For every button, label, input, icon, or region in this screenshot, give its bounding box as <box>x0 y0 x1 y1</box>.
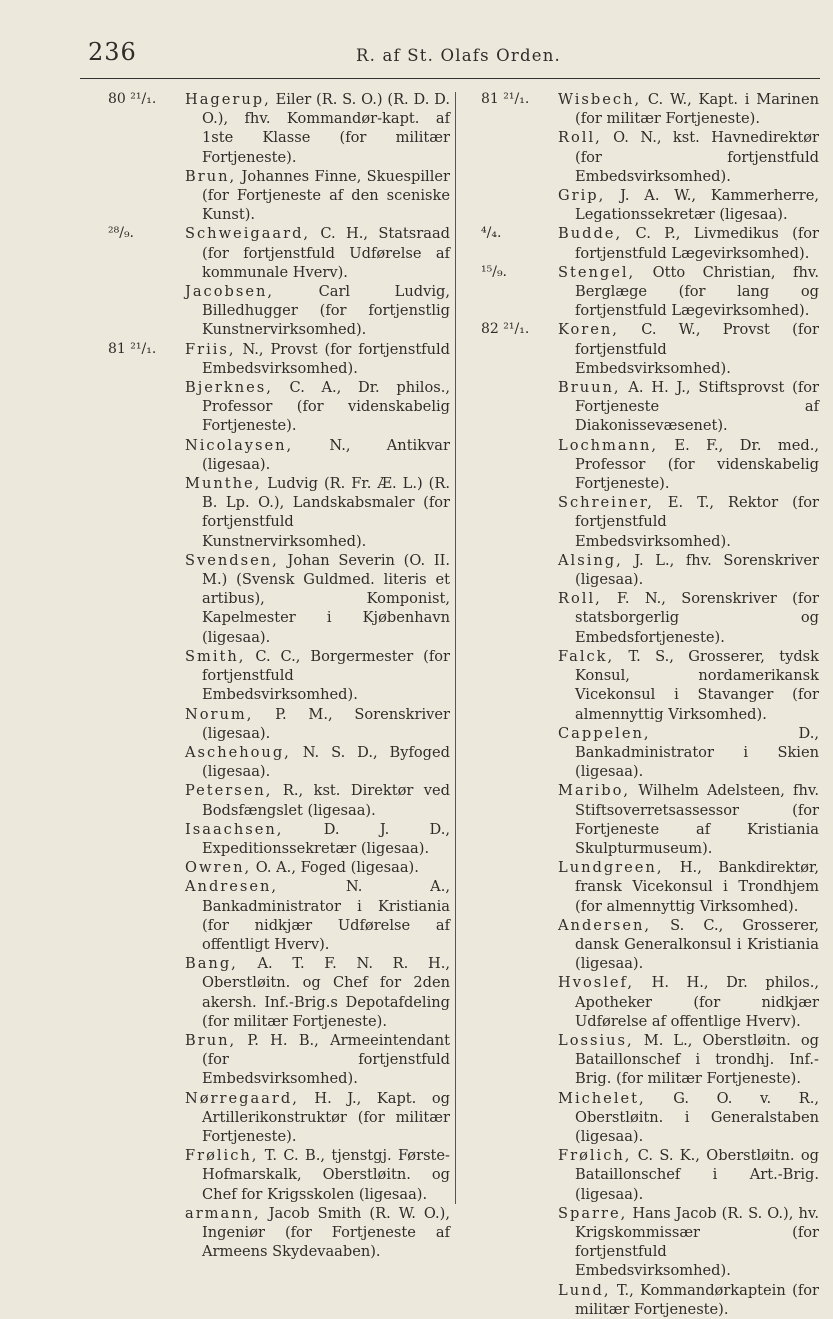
recipient-name: Lossius, <box>558 1031 634 1049</box>
page-number: 236 <box>88 38 137 66</box>
entry-text <box>185 877 450 954</box>
honor-entry <box>108 282 450 340</box>
recipient-details: C. W., Provst (for fortjenstfuld Embedsvirksomhed). <box>575 321 819 377</box>
honor-entry <box>481 1281 819 1319</box>
entry-text <box>185 647 450 705</box>
entry-date: ⁴/₄. <box>481 225 502 242</box>
honor-entry <box>481 493 819 551</box>
column-divider <box>455 92 456 1204</box>
recipient-name: Norum, <box>185 705 254 723</box>
recipient-name: Lochmann, <box>558 436 659 454</box>
honor-entry <box>481 378 819 436</box>
entry-text <box>185 474 450 551</box>
honor-entry <box>108 1089 450 1147</box>
entry-text <box>558 781 819 858</box>
recipient-name: Owren, <box>185 859 252 877</box>
entry-text <box>558 378 819 436</box>
recipient-details: H., Bankdirektør, fransk Vicekonsul i Trondhjem (for almennyttig Virksomhed). <box>575 859 819 915</box>
honor-entry <box>481 1089 819 1147</box>
recipient-name: Jacobsen, <box>185 283 275 301</box>
entry-text <box>558 1146 819 1204</box>
recipient-name: Koren, <box>558 321 619 339</box>
recipient-name: Falck, <box>558 647 615 665</box>
recipient-details: P. M., Sorenskriver (ligesaa). <box>202 705 450 742</box>
recipient-details: Hans Jacob (R. S. O.), hv. Krigskommissær (for fortjenstfuld Embedsvirksomhed). <box>575 1204 819 1280</box>
honor-entry <box>108 954 450 1031</box>
entry-text <box>558 186 819 224</box>
recipient-details: S. C., Grosserer, dansk Generalkonsul i Kristiania (ligesaa). <box>575 916 819 973</box>
entry-text <box>185 224 450 282</box>
entry-text <box>185 1146 450 1204</box>
recipient-details: A. T. F. N. R. H., Oberstløitn. og Chef for 2den akersh. Inf.-Brig.s Depotafdeling (for militær Fortjeneste). <box>202 955 450 1030</box>
recipient-details: N., Provst (for fortjenstfuld Embedsvirksomhed). <box>202 340 450 377</box>
honor-entry <box>108 1204 450 1262</box>
honor-entry <box>108 820 450 858</box>
entry-text <box>558 1281 819 1319</box>
running-title: R. af St. Olafs Orden. <box>356 46 561 65</box>
recipient-details: D. J. D., Expeditionssekretær (ligesaa). <box>202 820 450 857</box>
honor-entry <box>108 224 450 282</box>
honor-entry <box>481 647 819 724</box>
recipient-details: T., Kommandørkaptein (for militær Fortjeneste). <box>575 1281 819 1318</box>
recipient-name: Nørregaard, <box>185 1089 299 1107</box>
recipient-details: C. A., Dr. philos., Professor (for videnskabelig Fortjeneste). <box>202 379 450 435</box>
recipient-details: C. C., Borgermester (for fortjenstfuld Embedsvirksomhed). <box>202 647 450 704</box>
recipient-name: Munthe, <box>185 475 262 493</box>
recipient-details: O. N., kst. Havnedirektør (for fortjenstfuld Embedsvirksomhed). <box>575 129 819 185</box>
recipient-name: Andresen, <box>185 878 279 896</box>
entry-text <box>558 1031 819 1089</box>
honor-entry <box>108 1146 450 1204</box>
recipient-details: Eiler (R. S. O.) (R. D. D. O.), fhv. Kommandør-kapt. af 1ste Klasse (for militær Fortjeneste). <box>202 91 450 166</box>
honor-entry <box>481 724 819 782</box>
recipient-details: Otto Christian, fhv. Berglæge (for lang og fortjenstfuld Lægevirksomhed). <box>575 263 819 320</box>
recipient-details: E. T., Rektor (for fortjenstfuld Embedsvirksomhed). <box>575 494 819 550</box>
recipient-name: Petersen, <box>185 782 273 800</box>
recipient-name: Bang, <box>185 955 238 973</box>
honor-entry <box>481 1031 819 1089</box>
recipient-name: Andersen, <box>558 916 652 934</box>
recipient-name: Brun, <box>185 1031 237 1049</box>
recipient-details: R., kst. Direktør ved Bodsfængslet (ligesaa). <box>202 782 450 819</box>
recipient-name: Smith, <box>185 647 246 665</box>
recipient-name: Hvoslef, <box>558 974 635 992</box>
recipient-name: Maribo, <box>558 782 631 800</box>
entry-date: 82 ²¹/₁. <box>481 321 530 338</box>
recipient-details: T. S., Grosserer, tydsk Konsul, nordamerikansk Vicekonsul i Stavanger (for almennyttig Virksomhed). <box>575 647 819 723</box>
recipient-details: J. A. W., Kammerherre, Legationssekretær (ligesaa). <box>575 187 819 224</box>
honor-entry <box>481 186 819 224</box>
entry-text <box>185 90 450 167</box>
entry-text <box>558 263 819 321</box>
entry-text <box>185 781 450 819</box>
recipient-name: Friis, <box>185 340 236 358</box>
recipient-name: Sparre, <box>558 1204 628 1222</box>
header-rule <box>80 78 820 79</box>
entry-text <box>185 820 450 858</box>
recipient-name: Lundgreen, <box>558 859 664 877</box>
recipient-name: Stengel, <box>558 263 636 281</box>
entry-text <box>558 493 819 551</box>
entry-text <box>185 340 450 378</box>
honor-entry <box>108 647 450 705</box>
honor-entry <box>108 877 450 954</box>
recipient-details: T. C. B., tjenstgj. Første-Hofmarskalk, Oberstløitn. og Chef for Krigsskolen (ligesaa). <box>202 1147 450 1203</box>
recipient-details: N., Antikvar (ligesaa). <box>202 436 450 473</box>
entry-text <box>558 858 819 916</box>
recipient-details: M. L., Oberstløitn. og Bataillonschef i trondhj. Inf.-Brig. (for militær Fortjeneste). <box>575 1031 819 1088</box>
honor-entry <box>481 436 819 494</box>
entry-date: 80 ²¹/₁. <box>108 91 157 107</box>
recipient-name: Budde, <box>558 225 623 243</box>
honor-entry <box>108 167 450 225</box>
honor-entry <box>108 743 450 781</box>
entry-text <box>558 128 819 186</box>
entry-text <box>558 973 819 1031</box>
honor-entry <box>481 916 819 974</box>
recipient-details: Ludvig (R. Fr. Æ. L.) (R. B. Lp. O.), Landskabsmaler (for fortjenstfuld Kunstnervirksomhed). <box>202 475 450 550</box>
recipient-name: Wisbech, <box>558 91 642 108</box>
entry-text <box>185 858 450 877</box>
entry-text <box>558 224 819 262</box>
entry-text <box>185 705 450 743</box>
recipient-details: J. L., fhv. Sorenskriver (ligesaa). <box>575 551 819 589</box>
honor-entry <box>481 224 819 262</box>
recipient-details: A. H. J., Stiftsprovst (for Fortjeneste af Diakonissevæsenet). <box>575 379 819 435</box>
recipient-details: P. H. B., Armeeintendant (for fortjenstfuld Embedsvirksomhed). <box>202 1031 450 1088</box>
recipient-name: Schreiner, <box>558 494 654 512</box>
recipient-name: Schweigaard, <box>185 225 311 243</box>
recipient-name: Roll, <box>558 590 602 608</box>
honor-entry <box>481 858 819 916</box>
entry-text <box>185 167 450 225</box>
honor-entry <box>108 551 450 647</box>
entry-text <box>558 647 819 724</box>
entry-text <box>558 589 819 647</box>
honor-entry <box>108 705 450 743</box>
recipient-name: Aschehoug, <box>185 743 291 761</box>
recipient-name: Michelet, <box>558 1089 646 1107</box>
entry-text <box>558 551 819 589</box>
entry-text <box>558 1089 819 1147</box>
recipient-name: Roll, <box>558 129 602 147</box>
recipient-name: Frølich, <box>185 1147 259 1165</box>
recipient-name: Brun, <box>185 167 237 185</box>
recipient-details: C. P., Livmedikus (for fortjenstfuld Lægevirksomhed). <box>575 225 819 262</box>
recipient-name: Alsing, <box>558 551 623 569</box>
recipient-name: Lund, <box>558 1281 611 1299</box>
entry-text <box>558 724 819 782</box>
recipient-details: E. F., Dr. med., Professor (for videnskabelig Fortjeneste). <box>575 436 819 493</box>
recipient-details: Johan Severin (O. II. M.) (Svensk Guldmed. literis et artibus), Komponist, Kapelmester i Kjøbenhavn (ligesaa). <box>202 551 450 646</box>
recipient-details: G. O. v. R., Oberstløitn. i Generalstaben (ligesaa). <box>575 1089 819 1145</box>
entry-text <box>558 916 819 974</box>
recipient-name: Hagerup, <box>185 91 271 108</box>
honor-entry <box>108 781 450 819</box>
honor-entry <box>481 263 819 321</box>
honor-entry <box>481 90 819 128</box>
entry-date: 81 ²¹/₁. <box>481 91 530 107</box>
honor-entry <box>108 90 450 167</box>
recipient-details: H. H., Dr. philos., Apotheker (for nidkjær Udførelse af offentlige Hverv). <box>575 974 819 1030</box>
recipient-details: Johannes Finne, Skuespiller (for Fortjeneste af den sceniske Kunst). <box>202 167 450 224</box>
honor-entry <box>108 340 450 378</box>
honor-entry <box>481 1204 819 1281</box>
entry-text <box>558 320 819 378</box>
entry-text <box>185 1031 450 1089</box>
entry-date: ²⁸/₉. <box>108 225 135 242</box>
entry-text <box>558 90 819 128</box>
honor-entry <box>481 1146 819 1204</box>
recipient-name: Frølich, <box>558 1147 632 1165</box>
recipient-details: H. J., Kapt. og Artillerikonstruktør (for militær Fortjeneste). <box>202 1089 450 1145</box>
recipient-name: armann, <box>185 1204 261 1222</box>
entry-text <box>185 436 450 474</box>
recipient-details: F. N., Sorenskriver (for statsborgerlig og Embedsfortjeneste). <box>575 590 819 646</box>
honor-entry <box>108 858 450 877</box>
entry-text <box>558 436 819 494</box>
recipient-name: Svendsen, <box>185 551 279 569</box>
entry-text <box>185 378 450 436</box>
recipient-details: C. S. K., Oberstløitn. og Bataillonschef i Art.-Brig. (ligesaa). <box>575 1147 819 1203</box>
entry-text <box>185 1089 450 1147</box>
honor-entry <box>108 436 450 474</box>
entry-text <box>185 282 450 340</box>
recipient-details: Carl Ludvig, Billedhugger (for fortjenstlig Kunstnervirksomhed). <box>202 283 450 339</box>
recipient-details: N. S. D., Byfoged (ligesaa). <box>202 743 450 781</box>
honor-entry <box>481 589 819 647</box>
recipient-details: N. A., Bankadministrator i Kristiania (for nidkjær Udførelse af offentligt Hverv). <box>202 878 450 953</box>
entry-text <box>185 954 450 1031</box>
recipient-name: Grip, <box>558 187 606 205</box>
recipient-name: Bjerknes, <box>185 379 273 397</box>
entry-date: 81 ²¹/₁. <box>108 340 157 357</box>
recipient-name: Cappelen, <box>558 724 651 742</box>
left-column <box>108 90 450 1261</box>
right-column <box>481 90 819 1319</box>
entry-text <box>185 551 450 647</box>
honor-entry <box>481 781 819 858</box>
honor-entry <box>481 128 819 186</box>
recipient-details: O. A., Foged (ligesaa). <box>251 859 419 877</box>
recipient-details: D., Bankadministrator i Skien (ligesaa). <box>575 724 819 781</box>
honor-entry <box>481 551 819 589</box>
honor-entry <box>108 474 450 551</box>
recipient-name: Isaachsen, <box>185 820 284 838</box>
entry-text <box>185 1204 450 1262</box>
honor-entry <box>108 378 450 436</box>
recipient-name: Nicolaysen, <box>185 436 294 454</box>
entry-date: ¹⁵/₉. <box>481 263 508 280</box>
recipient-details: C. H., Statsraad (for fortjenstfuld Udførelse af kommunale Hverv). <box>202 225 450 281</box>
entry-text <box>558 1204 819 1281</box>
recipient-details: Wilhelm Adelsteen, fhv. Stiftsoverretsassessor (for Fortjeneste af Kristiania Skulpturmuseum). <box>575 782 819 857</box>
entry-text <box>185 743 450 781</box>
recipient-name: Bruun, <box>558 379 621 397</box>
honor-entry <box>108 1031 450 1089</box>
honor-entry <box>481 973 819 1031</box>
honor-entry <box>481 320 819 378</box>
recipient-details: C. W., Kapt. i Marinen (for militær Fortjeneste). <box>575 91 819 128</box>
recipient-details: Jacob Smith (R. W. O.), Ingeniør (for Fortjeneste af Armeens Skydevaaben). <box>202 1204 450 1261</box>
